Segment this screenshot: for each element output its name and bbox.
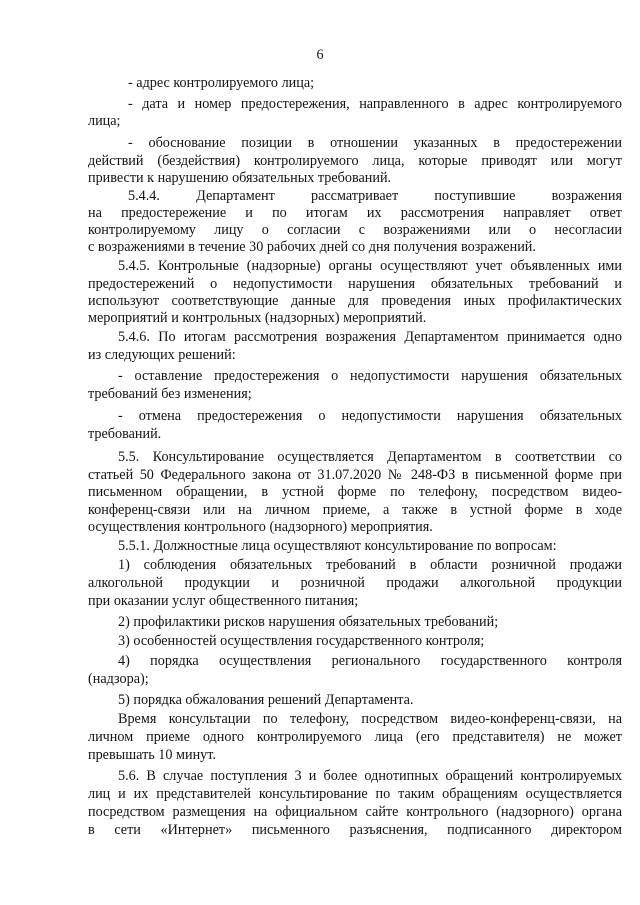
text-line: - оставление предостережения о недопустимости нарушения обязательных — [118, 368, 622, 384]
text-line: требований. — [88, 426, 162, 442]
text-line: конференц-связи или на личном приеме, а также в устной форме в ходе — [88, 502, 622, 518]
text-line: на предостережение и по итогам их рассмотрения направляет ответ — [88, 205, 622, 221]
text-line: письменном обращении, в устной форме по телефону, посредством видео- — [88, 484, 622, 500]
text-line: действий (бездействия) контролируемого лица, которые приводят или могут — [88, 153, 622, 169]
text-line: Время консультации по телефону, посредством видео-конференц-связи, на — [118, 711, 622, 727]
text-line: контролируемому лицу о согласии с возражениями или о несогласии — [88, 222, 622, 238]
text-line: 5.6. В случае поступления 3 и более однотипных обращений контролируемых — [118, 768, 622, 784]
text-line: 5.4.6. По итогам рассмотрения возражения Департаментом принимается одно — [118, 329, 622, 345]
page-number: 6 — [316, 47, 324, 63]
text-line: с возражениями в течение 30 рабочих дней со дня получения возражений. — [88, 239, 536, 255]
text-line: 3) особенностей осуществления государственного контроля; — [118, 633, 485, 649]
text-line: алкогольной продукции и розничной продажи алкогольной продукции — [88, 575, 622, 591]
text-line: из следующих решений: — [88, 347, 236, 363]
text-line: 4) порядка осуществления регионального государственного контроля — [118, 653, 622, 669]
text-line: - обоснование позиции в отношении указанных в предостережении — [128, 135, 622, 151]
text-line: 5.5.1. Должностные лица осуществляют консультирование по вопросам: — [118, 538, 557, 554]
text-line: привести к нарушению обязательных требований. — [88, 170, 392, 186]
text-line: предостережений о недопустимости нарушения обязательных требований и — [88, 276, 622, 292]
text-line: 1) соблюдения обязательных требований в области розничной продажи — [118, 557, 622, 573]
text-line: при оказании услуг общественного питания; — [88, 593, 359, 609]
text-line: посредством размещения на официальном сайте контрольного (надзорного) органа — [88, 804, 622, 820]
text-line: 5) порядка обжалования решений Департамента. — [118, 692, 414, 708]
text-line: в сети «Интернет» письменного разъяснения, подписанного директором — [88, 822, 622, 838]
text-line: (надзора); — [88, 671, 149, 687]
text-line: 5.4.4. Департамент рассматривает поступившие возражения — [128, 188, 622, 204]
text-line: 5.4.5. Контрольные (надзорные) органы осуществляют учет объявленных ими — [118, 258, 622, 274]
text-line: используют соответствующие данные для проведения иных профилактических — [88, 293, 622, 309]
text-line: требований без изменения; — [88, 386, 252, 402]
text-line: лиц и их представителей консультирование по таким обращениям осуществляется — [88, 786, 622, 802]
text-line: превышать 10 минут. — [88, 747, 216, 763]
text-line: мероприятий и контрольных (надзорных) мероприятий. — [88, 310, 427, 326]
text-line: 2) профилактики рисков нарушения обязательных требований; — [118, 614, 499, 630]
text-line: - адрес контролируемого лица; — [128, 75, 315, 91]
text-line: - отмена предостережения о недопустимости нарушения обязательных — [118, 408, 622, 424]
text-line: осуществления контрольного (надзорного) мероприятия. — [88, 519, 433, 535]
text-line: - дата и номер предостережения, направленного в адрес контролируемого — [128, 96, 622, 112]
text-line: лица; — [88, 113, 121, 129]
text-line: 5.5. Консультирование осуществляется Департаментом в соответствии со — [118, 449, 622, 465]
text-line: личном приеме одного контролируемого лица (его представителя) не может — [88, 729, 622, 745]
text-line: статьей 50 Федерального закона от 31.07.2020 № 248-ФЗ в письменной форме при — [88, 467, 622, 483]
